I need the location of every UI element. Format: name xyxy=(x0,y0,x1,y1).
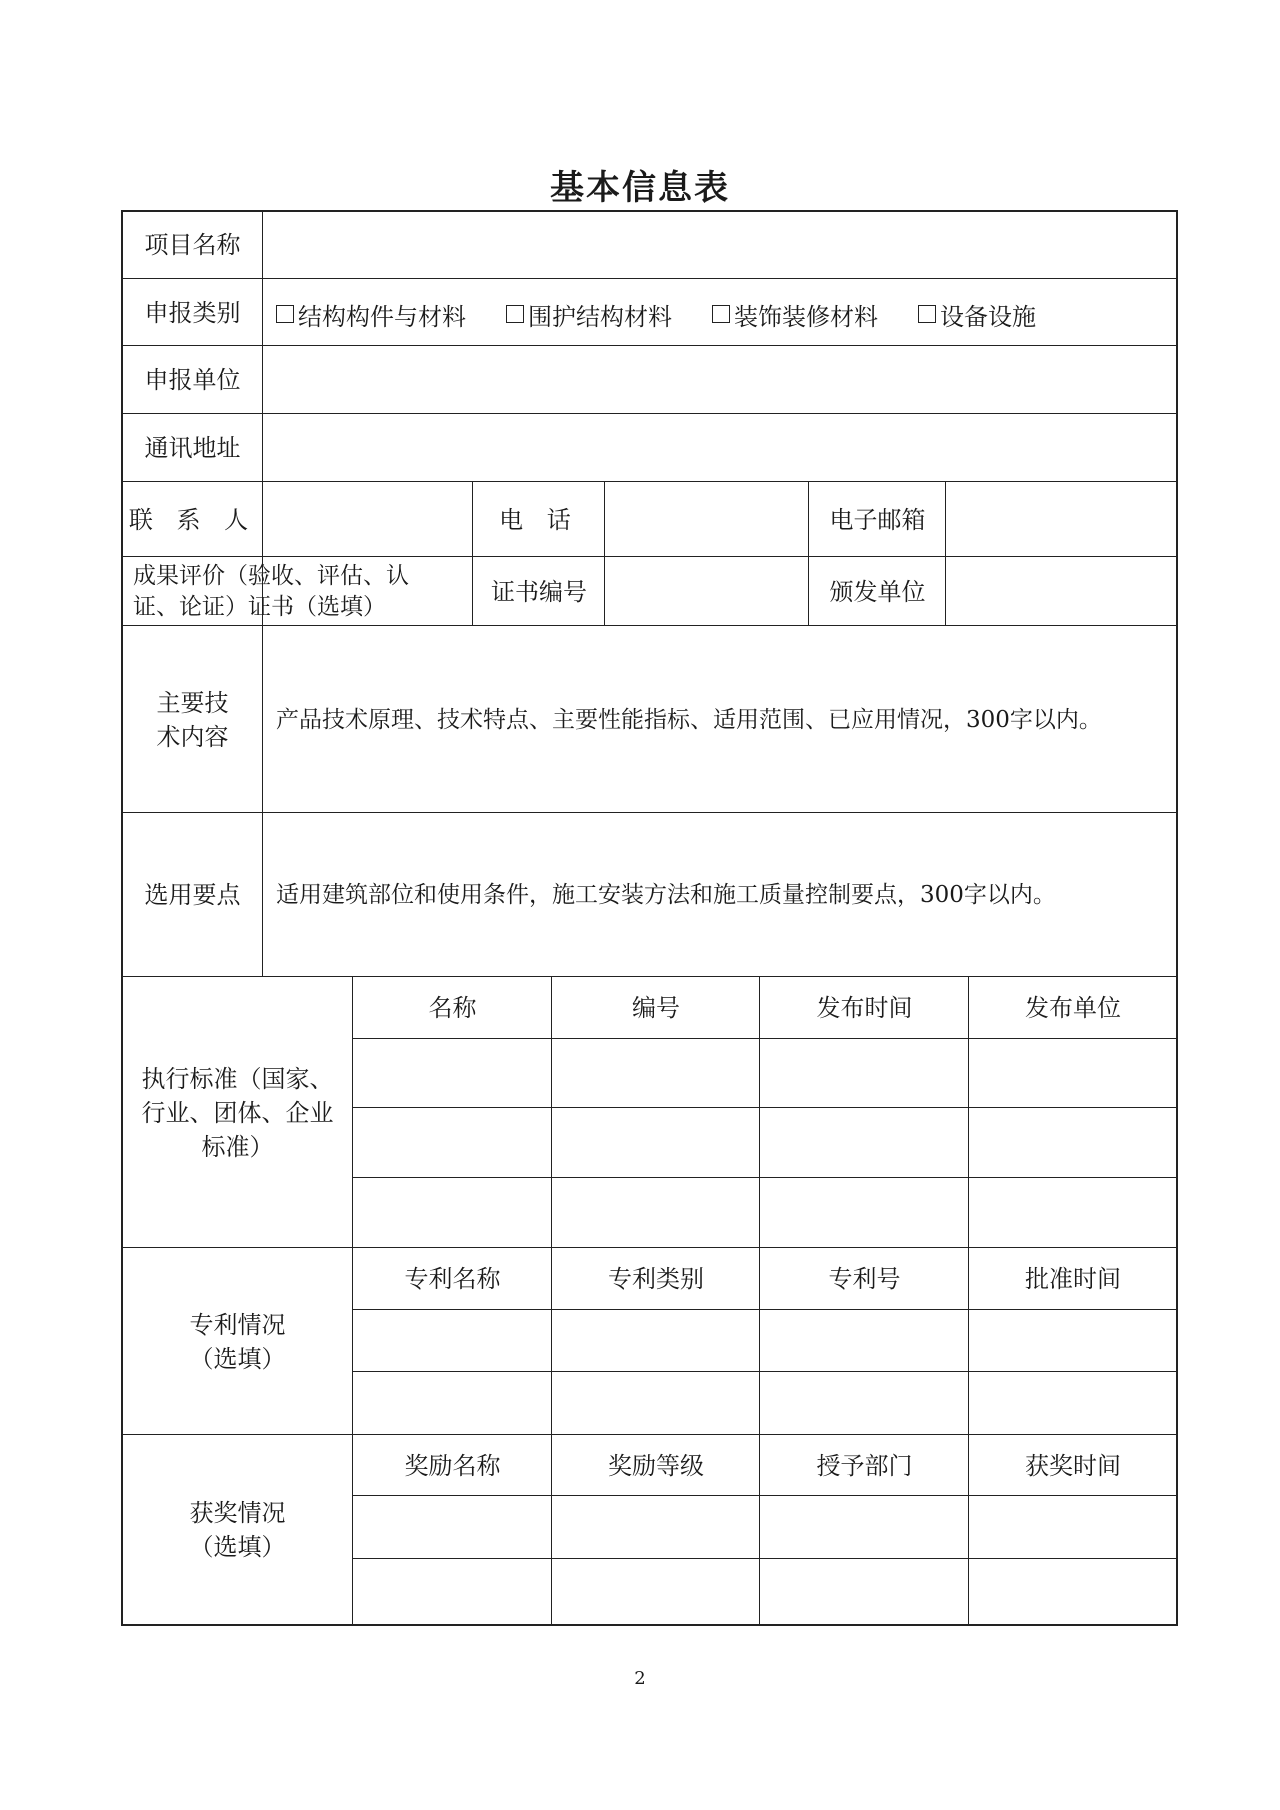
patents-header-type: 专利类别 xyxy=(608,1265,704,1293)
email-field[interactable] xyxy=(947,483,1176,556)
standards-header-issuer: 发布单位 xyxy=(1025,994,1121,1022)
row-divider xyxy=(121,481,1178,482)
applicant-field[interactable] xyxy=(264,347,1176,413)
standards-header-name: 名称 xyxy=(428,994,477,1022)
label-contact: 联 系 人 xyxy=(128,505,257,534)
checkbox-icon[interactable] xyxy=(506,305,524,323)
label-issuer: 颁发单位 xyxy=(829,577,926,606)
column-divider xyxy=(352,976,353,1626)
certificate-no-field[interactable] xyxy=(606,558,808,625)
main-tech-hint: 产品技术原理、技术特点、主要性能指标、适用范围、已应用情况，300字以内。 xyxy=(276,706,1102,733)
row-divider xyxy=(352,1038,1178,1039)
selection-hint: 适用建筑部位和使用条件，施工安装方法和施工质量控制要点，300字以内。 xyxy=(276,882,1056,908)
column-divider xyxy=(945,481,946,625)
patents-header-date: 批准时间 xyxy=(1025,1265,1121,1293)
label-category: 申报类别 xyxy=(144,298,241,327)
patents-header-number: 专利号 xyxy=(828,1265,901,1293)
label-standards: 执行标准（国家、行业、团体、企业标准） xyxy=(141,1064,334,1161)
category-option[interactable]: 设备设施 xyxy=(918,297,1036,332)
label-certificate: 成果评价（验收、评估、认证、论证）证书（选填） xyxy=(133,562,409,620)
awards-header-name: 奖励名称 xyxy=(404,1451,501,1480)
row-divider xyxy=(352,1177,1178,1178)
contact-field[interactable] xyxy=(264,483,472,556)
label-selection: 选用要点 xyxy=(144,881,241,909)
label-applicant: 申报单位 xyxy=(144,366,241,394)
row-divider xyxy=(121,976,1178,977)
column-divider xyxy=(808,481,809,625)
row-divider xyxy=(121,413,1178,414)
standards-header-number: 编号 xyxy=(632,994,680,1022)
page-number: 2 xyxy=(634,1668,646,1689)
label-address: 通讯地址 xyxy=(144,434,241,462)
phone-field[interactable] xyxy=(606,483,808,556)
awards-header-date: 获奖时间 xyxy=(1025,1451,1121,1480)
page-title: 基本信息表 xyxy=(550,168,730,208)
category-option[interactable]: 结构构件与材料 xyxy=(276,297,466,332)
category-options xyxy=(276,296,1166,332)
category-option[interactable]: 围护结构材料 xyxy=(506,297,672,332)
issuer-field[interactable] xyxy=(947,558,1176,625)
checkbox-icon[interactable] xyxy=(712,305,730,323)
standards-header-date: 发布时间 xyxy=(816,994,913,1022)
column-divider xyxy=(551,976,552,1626)
column-divider xyxy=(759,976,760,1626)
column-divider xyxy=(604,481,605,625)
label-main-tech: 主要技术内容 xyxy=(156,688,229,751)
address-field[interactable] xyxy=(264,415,1176,481)
column-divider xyxy=(968,976,969,1626)
project-name-field[interactable] xyxy=(264,212,1176,278)
category-option[interactable]: 装饰装修材料 xyxy=(712,297,878,332)
row-divider xyxy=(352,1309,1178,1310)
label-phone: 电 话 xyxy=(499,505,579,534)
checkbox-icon[interactable] xyxy=(276,305,294,323)
awards-header-department: 授予部门 xyxy=(816,1451,913,1480)
label-project-name: 项目名称 xyxy=(144,231,241,259)
label-patents: 专利情况（选填） xyxy=(189,1310,286,1373)
row-divider xyxy=(352,1495,1178,1496)
row-divider xyxy=(352,1107,1178,1108)
row-divider xyxy=(121,278,1178,279)
checkbox-icon[interactable] xyxy=(918,305,936,323)
row-divider xyxy=(121,625,1178,626)
column-divider xyxy=(472,481,473,625)
row-divider xyxy=(121,556,1178,557)
row-divider xyxy=(121,345,1178,346)
row-divider xyxy=(121,1247,1178,1248)
patents-header-name: 专利名称 xyxy=(404,1265,501,1293)
label-awards: 获奖情况（选填） xyxy=(189,1499,286,1561)
row-divider xyxy=(352,1371,1178,1372)
awards-header-level: 奖励等级 xyxy=(608,1451,704,1480)
row-divider xyxy=(121,1434,1178,1435)
label-email: 电子邮箱 xyxy=(829,505,926,534)
row-divider xyxy=(352,1558,1178,1559)
label-certificate-no: 证书编号 xyxy=(491,577,587,606)
row-divider xyxy=(121,812,1178,813)
